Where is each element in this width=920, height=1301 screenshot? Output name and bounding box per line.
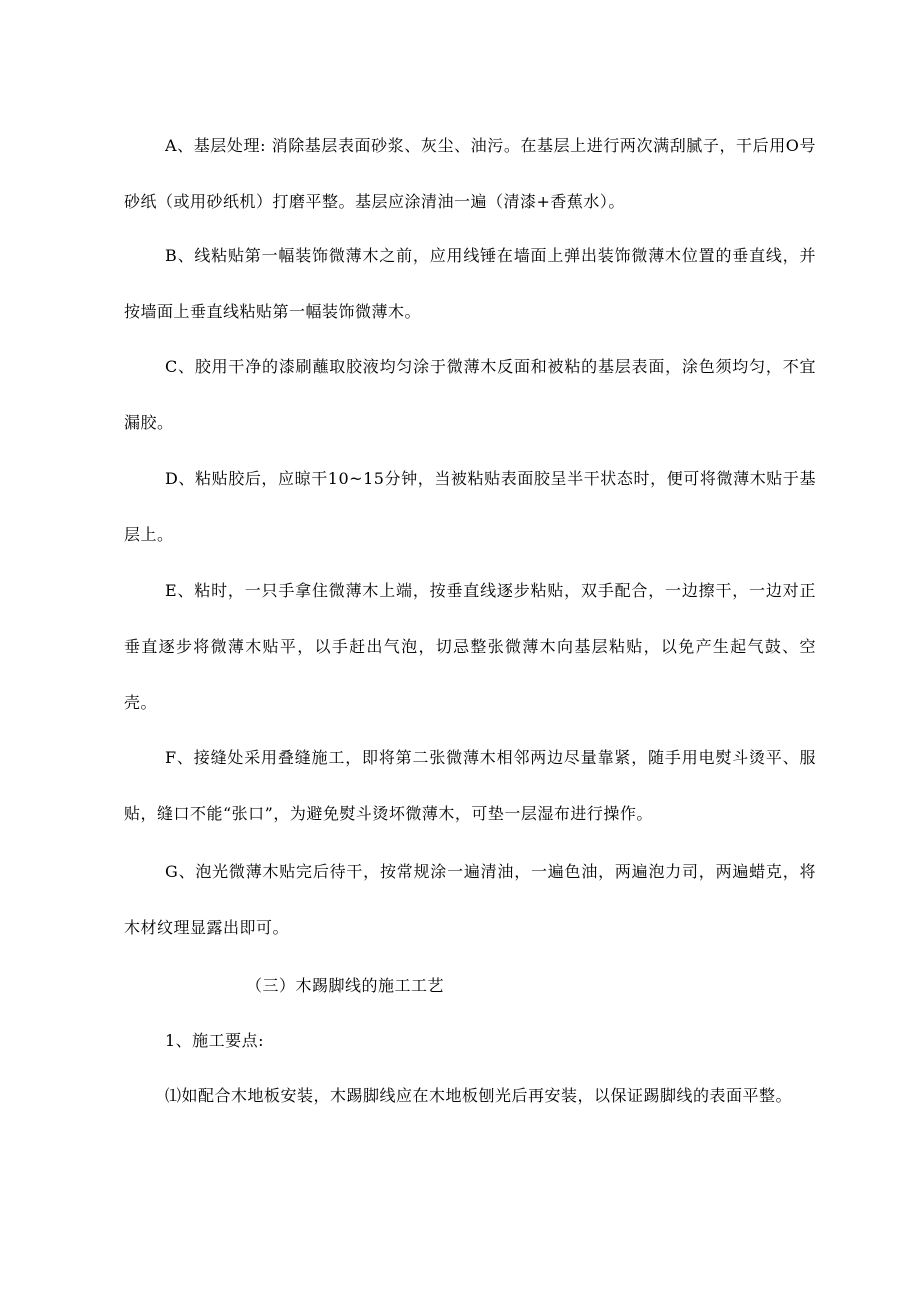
- paragraph-g: G、泡光微薄木贴完后待干，按常规涂一遍清油，一遍色油，两遍泡力司，两遍蜡克，将木材纹理显露出即可。: [124, 862, 816, 937]
- paragraph-f: F、接缝处采用叠缝施工，即将第二张微薄木相邻两边尽量靠紧，随手用电熨斗烫平、服贴，缝口不能“张口”，为避免熨斗烫坏微薄木，可垫一层湿布进行操作。: [124, 748, 816, 823]
- paragraph-c: C、胶用干净的漆刷蘸取胶液均匀涂于微薄木反面和被粘的基层表面，涂色须均匀，不宜漏胶。: [124, 357, 816, 432]
- paragraph-e: E、粘时，一只手拿住微薄木上端，按垂直线逐步粘贴，双手配合，一边擦干，一边对正垂直逐步将微薄木贴平，以手赶出气泡，切忌整张微薄木向基层粘贴，以免产生起气鼓、空壳。: [124, 581, 816, 712]
- section-heading: （三）木踢脚线的施工工艺: [246, 976, 445, 995]
- paragraph-b: B、线粘贴第一幅装饰微薄木之前，应用线锤在墙面上弹出装饰微薄木位置的垂直线，并按墙面上垂直线粘贴第一幅装饰微薄木。: [124, 246, 816, 321]
- paragraph-d: D、粘贴胶后，应晾干10~15分钟，当被粘贴表面胶呈半干状态时，便可将微薄木贴于基层上。: [124, 469, 816, 544]
- list-item-1: ⑴如配合木地板安装，木踢脚线应在木地板刨光后再安装，以保证踢脚线的表面平整。: [165, 1086, 793, 1105]
- subsection-heading: 1、施工要点:: [165, 1031, 265, 1050]
- paragraph-a: A、基层处理: 消除基层表面砂浆、灰尘、油污。在基层上进行两次满刮腻子，干后用O号砂纸（或用砂纸机）打磨平整。基层应涂清油一遍（清漆+香蕉水）。: [124, 136, 816, 211]
